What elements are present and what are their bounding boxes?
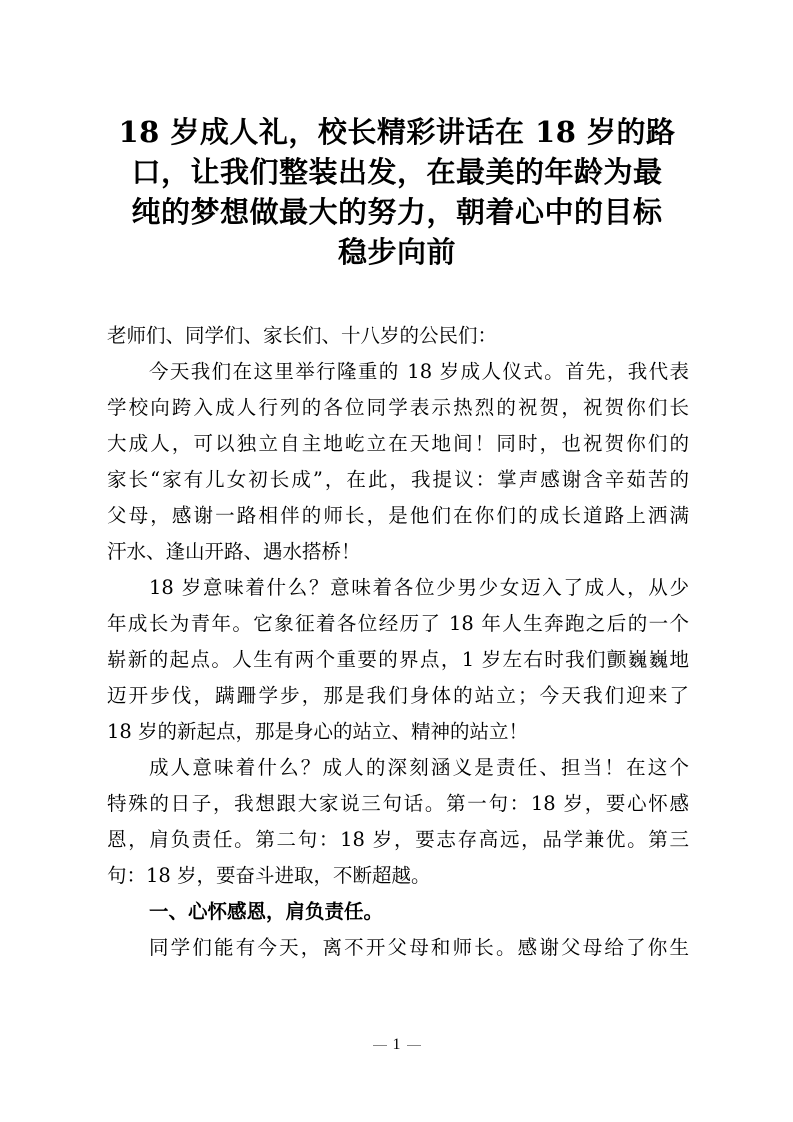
title-line: 口，让我们整装出发，在最美的年龄为最: [131, 155, 663, 189]
document-title: [100, 112, 694, 272]
section-heading: 一、心怀感恩，肩负责任。: [149, 900, 384, 923]
text-line: 大成人，可以独立自主地屹立在天地间！同时，也祝贺你们的: [107, 432, 689, 455]
text-line: 句：18 岁，要奋斗进取，不断超越。: [107, 864, 431, 887]
dash-right: [407, 1045, 421, 1046]
text-line: 老师们、同学们、家长们、十八岁的公民们：: [107, 324, 498, 347]
title-line: 纯的梦想做最大的努力，朝着心中的目标: [131, 195, 663, 229]
text-line: 父母，感谢一路相伴的师长，是他们在你们的成长道路上洒满: [107, 504, 689, 527]
text-line: 同学们能有今天，离不开父母和师长。感谢父母给了你生: [149, 936, 689, 959]
text-line: 恩，肩负责任。第二句：18 岁，要志存高远，品学兼优。第三: [107, 828, 689, 851]
text-line: 今天我们在这里举行隆重的 18 岁成人仪式。首先，我代表: [149, 360, 689, 383]
text-line: 汗水、逢山开路、遇水搭桥！: [107, 540, 361, 563]
document-body: [107, 318, 689, 966]
text-line: 崭新的起点。人生有两个重要的界点，1 岁左右时我们颤巍巍地: [107, 648, 689, 671]
text-line: 年成长为青年。它象征着各位经历了 18 年人生奔跑之后的一个: [107, 612, 689, 635]
text-line: 特殊的日子，我想跟大家说三句话。第一句：18 岁，要心怀感: [107, 792, 689, 815]
title-line: 稳步向前: [337, 235, 456, 269]
text-line: 家长“家有儿女初长成”，在此，我提议：掌声感谢含辛茹苦的: [107, 468, 689, 491]
text-line: 18 岁意味着什么？意味着各位少男少女迈入了成人，从少: [149, 576, 689, 599]
title-line: 18 岁成人礼，校长精彩讲话在 18 岁的路: [118, 115, 676, 149]
text-line: 迈开步伐，蹒跚学步，那是我们身体的站立；今天我们迎来了: [107, 684, 689, 707]
text-line: 成人意味着什么？成人的深刻涵义是责任、担当！在这个: [149, 756, 689, 779]
text-line: 学校向跨入成人行列的各位同学表示热烈的祝贺，祝贺你们长: [107, 396, 689, 419]
page-number: 1: [392, 1036, 401, 1053]
text-line: 18 岁的新起点，那是身心的站立、精神的站立！: [107, 720, 529, 743]
page-footer: [0, 1036, 793, 1054]
dash-left: [373, 1045, 387, 1046]
